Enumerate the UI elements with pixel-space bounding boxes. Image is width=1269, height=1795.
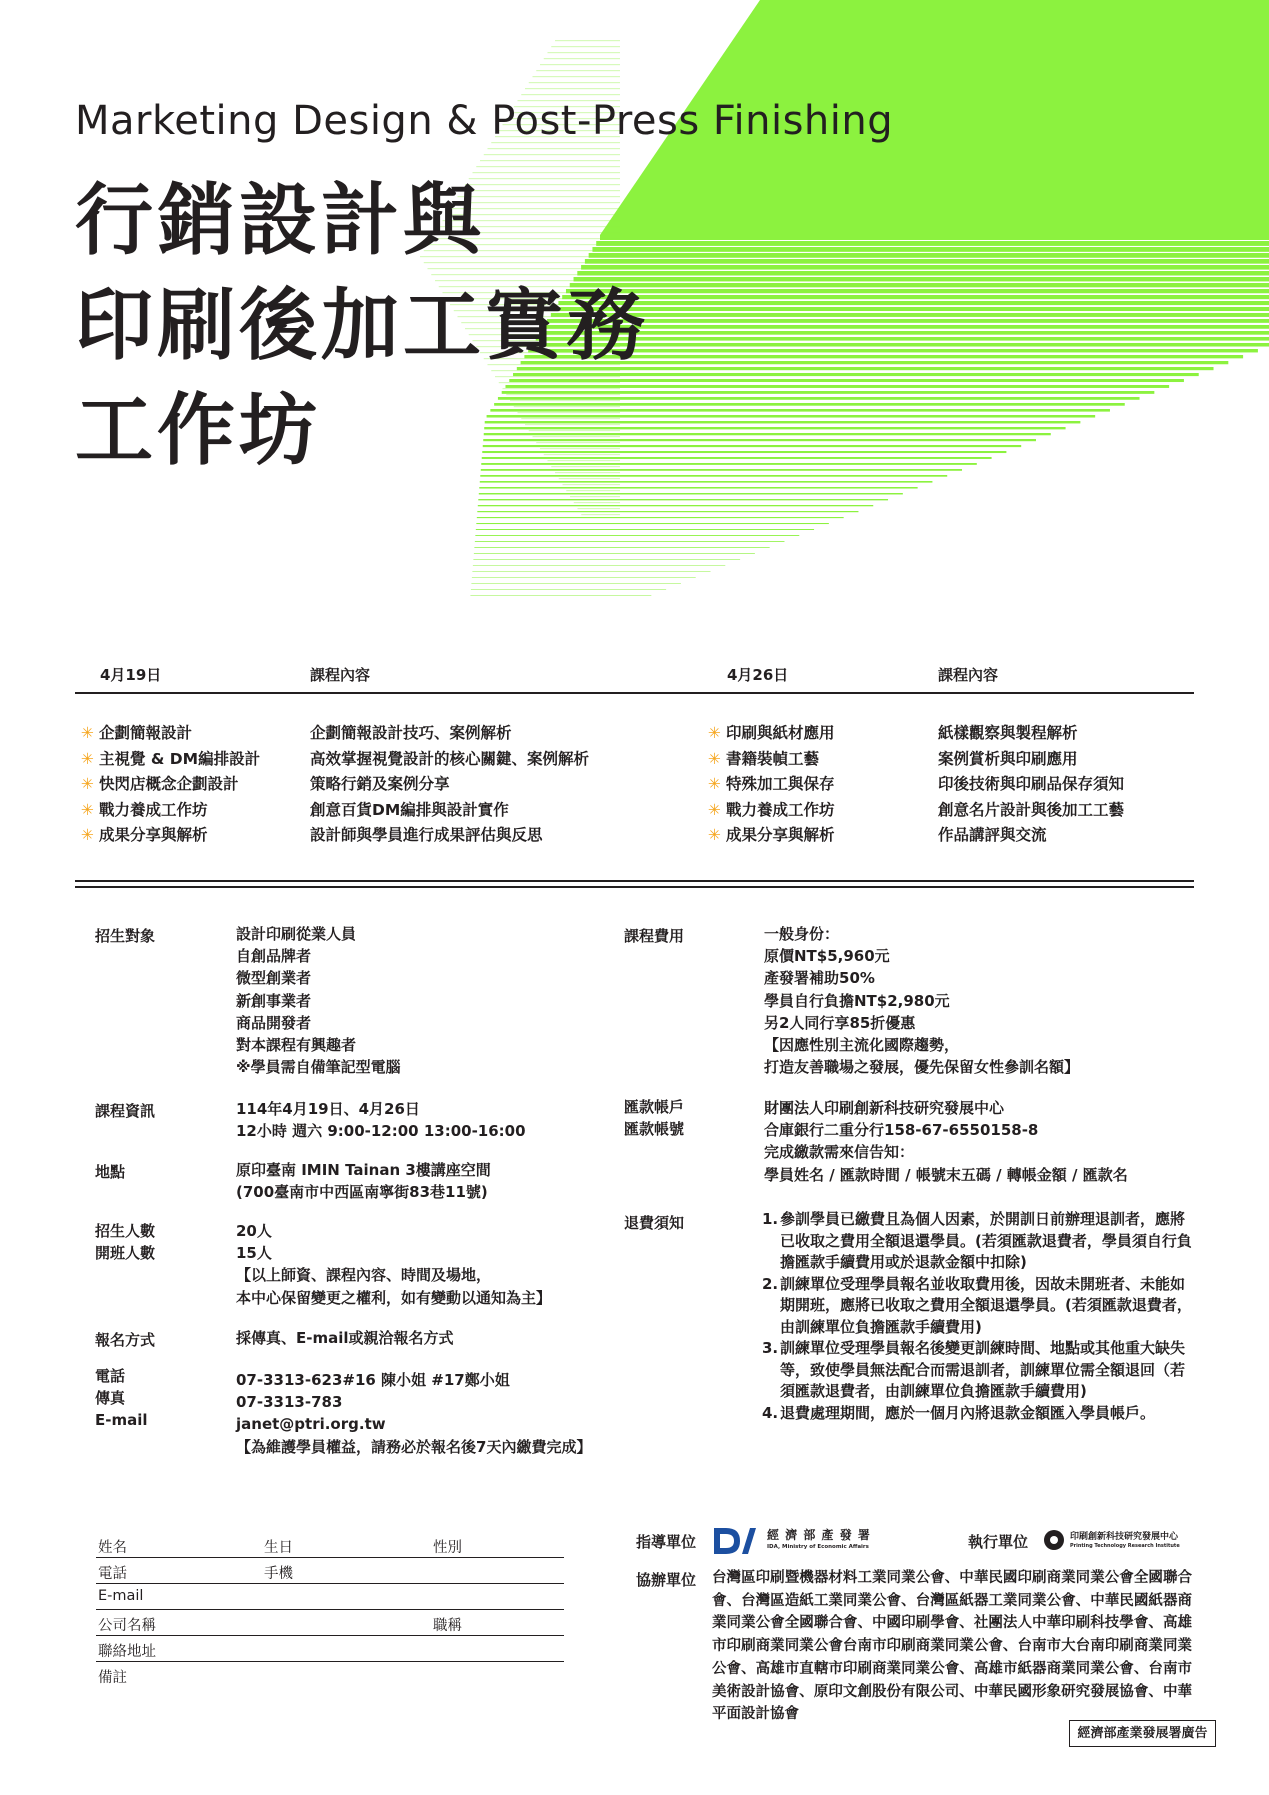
audience-line: 對本課程有興趣者 [236, 1035, 357, 1054]
green-stripe-faint [544, 58, 620, 59]
asterisk-star-icon: ✳ [81, 749, 94, 768]
schedule-topic: ✳ 成果分享與解析 [708, 823, 835, 849]
green-stripe-faint [529, 430, 620, 431]
schedule-topic: ✳ 印刷與紙材應用 [708, 721, 835, 747]
form-label-address: 聯絡地址 [98, 1644, 156, 1660]
title-chinese-line-2: 印刷後加工實務 [75, 281, 650, 371]
green-stripe [477, 517, 844, 518]
green-stripe-faint [559, 478, 620, 479]
fee-line: 原價NT$5,960元 [764, 947, 890, 966]
green-stripe-faint [484, 154, 620, 155]
green-stripe [558, 301, 1269, 305]
enrollment-line: 本中心保留變更之權利，如有變動以通知為主】 [236, 1288, 552, 1307]
refund-item: 3. 訓練單位受理學員報名後變更訓練時間、地點或其他重大缺失等，致使學員無法配合而需退訓者，訓練單位需全額退回（若須匯款退費者，由訓練單位負擔匯款手續費用) [762, 1339, 1186, 1400]
green-stripe [479, 493, 903, 494]
title-chinese-line-1: 行銷設計與 [75, 176, 486, 266]
day2-date: 4月26日 [727, 666, 789, 684]
min-enrollment-label: 開班人數 [95, 1244, 156, 1263]
schedule-topic: ✳ 戰力養成工作坊 [81, 798, 260, 824]
green-stripe-faint [555, 40, 620, 41]
green-stripe-faint [521, 418, 620, 419]
audience-line: 設計印刷從業人員 [236, 925, 357, 943]
email-link[interactable]: janet@ptri.org.tw [236, 1415, 386, 1434]
green-stripe [473, 565, 725, 566]
green-stripe-faint [514, 406, 620, 407]
green-stripe [479, 487, 917, 489]
green-stripe [502, 391, 1155, 394]
refund-label: 退費須知 [624, 1214, 685, 1232]
green-stripe [476, 529, 814, 530]
audience-line: 商品開發者 [236, 1013, 312, 1032]
co-organizer-list: 台灣區印刷暨機器材料工業同業公會、中華民國印刷商業同業公會全國聯合會、台灣區造紙工業同業公會、台灣區紙器工業同業公會、中華民國紙器商業同業公會全國聯合會、中國印刷學會、社團法人中華印刷科技學會、高雄市印刷商業同業公會台南市印刷商業同業公會、台南市大台南印刷商業同業公會、高雄市直轄市印刷商業同業公會、高雄市紙器商業同業公會、台南市美術設計協會、原印文創股份有限公司、中華民國形象研究發展協會、中華平面設計協會 [712, 1570, 1192, 1723]
green-stripe-faint [555, 472, 620, 473]
green-stripe [505, 385, 1169, 388]
bank-list [764, 1097, 1128, 1186]
day2-topics [708, 721, 835, 849]
fee-line: 另2人同行享85折優惠 [764, 1013, 916, 1032]
schedule-content: 紙樣觀察與製程解析 [938, 724, 1078, 742]
green-stripe [474, 553, 755, 554]
bank-line: 完成繳款需來信告知： [764, 1143, 915, 1162]
green-stripe [471, 589, 666, 590]
green-stripe-faint [536, 442, 620, 443]
course-info-line: 12小時 週六 9:00-12:00 13:00-16:00 [236, 1122, 526, 1141]
schedule-content: 高效掌握視覺設計的核心關鍵、案例解析 [310, 749, 590, 768]
ida-logo [712, 1524, 952, 1556]
green-stripe [566, 289, 1269, 293]
schedule-topic: ✳ 快閃店概念企劃設計 [81, 772, 260, 798]
form-label-email: E-mail [98, 1588, 144, 1604]
schedule-topic: ✳ 戰力養成工作坊 [708, 798, 835, 824]
audience-line: 微型創業者 [236, 969, 312, 988]
refund-policy-list [762, 1209, 1192, 1424]
green-stripe-faint [503, 388, 621, 389]
audience-label: 招生對象 [95, 927, 156, 945]
green-stripe [574, 277, 1269, 281]
asterisk-star-icon: ✳ [81, 775, 94, 793]
green-stripe [551, 313, 1269, 317]
payment-notice: 【為維護學員權益，請務必於報名後7天內繳費完成】 [236, 1437, 592, 1456]
phone-value: 07-3313-623#16 陳小姐 #17鄭小姐 [236, 1371, 510, 1389]
ida-name-en: IDA, Ministry of Economic Affairs [767, 1544, 869, 1550]
fee-label: 課程費用 [624, 927, 685, 945]
double-rule-bottom [75, 886, 1194, 888]
green-stripe [570, 283, 1269, 287]
green-stripe-faint [540, 64, 620, 65]
contact-list [236, 1369, 591, 1458]
green-stripe [480, 475, 947, 477]
location-label: 地點 [95, 1163, 126, 1181]
schedule-content: 設計師與學員進行成果評估與反思 [310, 826, 543, 844]
green-stripe-faint [518, 412, 621, 413]
day2-content-header: 課程內容 [938, 666, 999, 684]
green-stripe [592, 247, 1269, 252]
schedule-header-rule [75, 692, 1194, 694]
form-label-remarks: 備註 [98, 1670, 127, 1686]
enrollment-line: 【以上師資、課程內容、時間及場地， [236, 1266, 492, 1285]
form-row [96, 1661, 564, 1687]
fee-line: 產發署補助50% [764, 969, 875, 988]
green-stripe [487, 415, 1096, 418]
green-stripe [474, 547, 769, 548]
green-stripe-faint [510, 400, 620, 401]
green-stripe [473, 559, 740, 560]
course-info-line: 114年4月19日、4月26日 [236, 1100, 420, 1118]
schedule-topic: ✳ 企劃簡報設計 [81, 721, 260, 747]
course-info-label: 課程資訊 [95, 1102, 156, 1120]
ida-logo-icon [712, 1526, 758, 1556]
green-stripe-faint [465, 184, 620, 185]
audience-line: 新創事業者 [236, 991, 312, 1010]
green-stripe [483, 445, 1021, 447]
bank-number-label: 匯款帳號 [624, 1120, 685, 1139]
ida-name: 經 濟 部 產 發 署 [767, 1528, 871, 1542]
green-stripe-faint [570, 496, 620, 497]
enrollment-label: 招生人數 [95, 1222, 156, 1240]
green-stripe-faint [521, 94, 620, 95]
green-stripe [543, 325, 1269, 329]
green-stripe-faint [536, 70, 620, 71]
schedule-topic: ✳ 主視覺 & DM編排設計 [81, 747, 260, 773]
green-stripe-faint [581, 514, 620, 515]
registration-line: 採傳真、E-mail或親洽報名方式 [236, 1329, 454, 1347]
ptri-logo [1043, 1526, 1203, 1556]
form-row [96, 1583, 564, 1610]
green-stripe [482, 457, 992, 459]
green-stripe-faint [548, 460, 621, 461]
green-stripe [476, 523, 829, 524]
green-stripe-faint [525, 424, 620, 425]
fee-list [764, 923, 1079, 1078]
green-stripe [555, 307, 1269, 311]
schedule-content: 創意百貨DM編排與設計實作 [310, 800, 509, 819]
green-stripe [481, 463, 977, 465]
form-row [96, 1635, 564, 1662]
form-label-mobile: 手機 [264, 1566, 293, 1582]
asterisk-star-icon: ✳ [81, 800, 94, 819]
bank-account-label: 匯款帳戶 [624, 1098, 685, 1116]
green-stripe [498, 397, 1140, 400]
green-stripe-faint [469, 178, 620, 179]
fee-line: 學員自行負擔NT$2,980元 [764, 991, 950, 1010]
form-label-phone: 電話 [98, 1566, 127, 1582]
green-stripe-faint [563, 484, 621, 485]
green-stripe [509, 379, 1184, 382]
audience-line: 自創品牌者 [236, 947, 312, 966]
fax-label: 傳真 [95, 1389, 126, 1408]
green-stripe [481, 469, 962, 471]
green-stripe-faint [506, 394, 620, 395]
green-stripe-faint [499, 382, 620, 383]
enrollment-list [236, 1220, 551, 1309]
location-list [236, 1159, 491, 1203]
ptri-name-en: Printing Technology Research Institute [1070, 1543, 1180, 1549]
green-stripe [483, 439, 1036, 441]
ad-notice-badge: 經濟部產業發展署廣告 [1069, 1720, 1216, 1747]
registration-list [236, 1327, 454, 1349]
refund-item: 4. 退費處理期間，應於一個月內將退款金額匯入學員帳戶。 [762, 1403, 1156, 1422]
green-stripe-faint [473, 172, 621, 173]
location-line: 原印臺南 IMIN Tainan 3樓講座空間 [236, 1161, 491, 1179]
registration-label: 報名方式 [95, 1331, 156, 1349]
schedule-content: 印後技術與印刷品保存須知 [938, 775, 1125, 793]
day1-content-header: 課程內容 [310, 666, 371, 684]
bank-line: 合庫銀行二重分行158-67-6550158-8 [764, 1121, 1039, 1140]
schedule-content: 企劃簡報設計技巧、案例解析 [310, 724, 512, 742]
ptri-logo-icon [1043, 1529, 1065, 1551]
bank-line: 財團法人印刷創新科技研究發展中心 [764, 1099, 1005, 1117]
form-label-job-title: 職稱 [433, 1618, 462, 1634]
green-stripe [547, 319, 1269, 323]
fee-line: 【因應性別主流化國際趨勢， [764, 1035, 960, 1054]
fee-line: 打造友善職場之發展，優先保留女性參訓名額】 [764, 1058, 1080, 1077]
schedule-topic: ✳ 特殊加工與保存 [708, 772, 835, 798]
green-stripe [562, 295, 1269, 299]
green-stripe-faint [533, 76, 621, 77]
form-row [96, 1531, 564, 1558]
schedule-content: 作品講評與交流 [938, 826, 1047, 844]
guidance-unit-label: 指導單位 [636, 1533, 697, 1551]
enrollment-labels [95, 1220, 155, 1264]
fax-value: 07-3313-783 [236, 1393, 343, 1412]
day1-topics [81, 721, 260, 849]
asterisk-star-icon: ✳ [708, 826, 721, 844]
form-label-company: 公司名稱 [98, 1618, 156, 1634]
form-label-gender: 性別 [433, 1540, 462, 1556]
green-stripe-faint [551, 466, 620, 467]
green-stripe-faint [461, 190, 620, 191]
asterisk-star-icon: ✳ [708, 800, 721, 819]
green-stripe-faint [578, 508, 621, 509]
form-label-name: 姓名 [98, 1540, 127, 1556]
green-stripe-faint [544, 454, 620, 455]
form-row [96, 1609, 564, 1636]
executor-unit-label: 執行單位 [968, 1533, 1029, 1551]
phone-label: 電話 [95, 1367, 126, 1385]
enrollment-line: 15人 [236, 1244, 272, 1263]
green-stripe [585, 259, 1269, 264]
green-stripe [475, 535, 799, 536]
ptri-name: 印刷創新科技研究發展中心 [1070, 1532, 1179, 1542]
bank-labels [624, 1096, 684, 1140]
schedule-content: 案例賞析與印刷應用 [938, 749, 1078, 768]
schedule-topic: ✳ 書籍裝幀工藝 [708, 747, 835, 773]
green-stripe [600, 235, 1269, 240]
green-stripe [471, 583, 681, 584]
enrollment-line: 20人 [236, 1222, 272, 1240]
asterisk-star-icon: ✳ [81, 724, 94, 742]
green-stripe [472, 571, 710, 572]
schedule-content: 策略行銷及案例分享 [310, 775, 450, 793]
co-organizer-label: 協辦單位 [636, 1571, 697, 1589]
audience-line: ※學員需自備筆記型電腦 [236, 1058, 401, 1077]
green-stripe [485, 421, 1081, 423]
day2-contents [938, 721, 1124, 849]
green-stripe-faint [548, 52, 621, 53]
green-stripe-faint [488, 148, 621, 149]
bank-line: 學員姓名 / 匯款時間 / 帳號末五碼 / 轉帳金額 / 匯款名 [764, 1165, 1128, 1184]
asterisk-star-icon: ✳ [708, 775, 721, 793]
green-stripe [477, 511, 858, 512]
green-stripe-faint [480, 160, 620, 161]
green-stripe [478, 505, 873, 506]
form-row [96, 1557, 564, 1584]
refund-item: 1. 參訓學員已繳費且為個人因素，於開訓日前辦理退訓者，應將已收取之費用全額退還學員。(若須匯款退費者，學員須自行負擔匯款手續費用或於退款金額中扣除) [762, 1210, 1192, 1271]
schedule-topic: ✳ 成果分享與解析 [81, 823, 260, 849]
green-stripe-faint [476, 166, 620, 167]
title-chinese-line-3: 工作坊 [75, 386, 322, 476]
form-label-birthday: 生日 [264, 1540, 293, 1556]
asterisk-star-icon: ✳ [81, 826, 94, 844]
green-stripe-faint [551, 46, 620, 47]
day1-contents [310, 721, 589, 849]
green-stripe [478, 499, 888, 500]
green-stripe-faint [566, 490, 620, 491]
green-stripe [480, 481, 933, 483]
contact-labels [95, 1365, 148, 1432]
green-stripe [484, 433, 1051, 435]
green-stripe [589, 253, 1269, 258]
day1-date: 4月19日 [100, 666, 162, 684]
green-stripe [494, 403, 1125, 406]
green-stripe [472, 577, 696, 578]
green-stripe [596, 241, 1269, 246]
title-english: Marketing Design & Post-Press Finishing [75, 98, 894, 144]
green-stripe [577, 271, 1269, 276]
fee-line: 一般身份： [764, 925, 840, 943]
refund-item: 2. 訓練單位受理學員報名並收取費用後，因故未開班者、未能如期開班，應將已收取之費用全額退還學員。(若須匯款退費者，由訓練單位負擔匯款手續費用) [762, 1274, 1192, 1336]
location-line: (700臺南市中西區南寧街83巷11號) [236, 1183, 488, 1202]
asterisk-star-icon: ✳ [708, 724, 721, 742]
green-stripe-faint [495, 376, 620, 377]
green-stripe-faint [525, 88, 620, 89]
asterisk-star-icon: ✳ [708, 749, 721, 768]
green-stripe [490, 409, 1110, 412]
green-stripe [475, 541, 785, 542]
green-stripe [470, 595, 651, 596]
green-stripe-faint [529, 82, 620, 83]
green-stripe [482, 451, 1006, 453]
course-info-list [236, 1098, 526, 1142]
schedule-content: 創意名片設計與後加工工藝 [938, 800, 1125, 819]
green-stripe-faint [533, 436, 621, 437]
double-rule-top [75, 880, 1194, 882]
green-stripe [484, 427, 1065, 429]
green-stripe-faint [540, 448, 620, 449]
audience-list [236, 923, 401, 1078]
green-stripe-faint [574, 502, 620, 503]
email-label: E-mail [95, 1411, 148, 1430]
green-stripe [581, 265, 1269, 270]
